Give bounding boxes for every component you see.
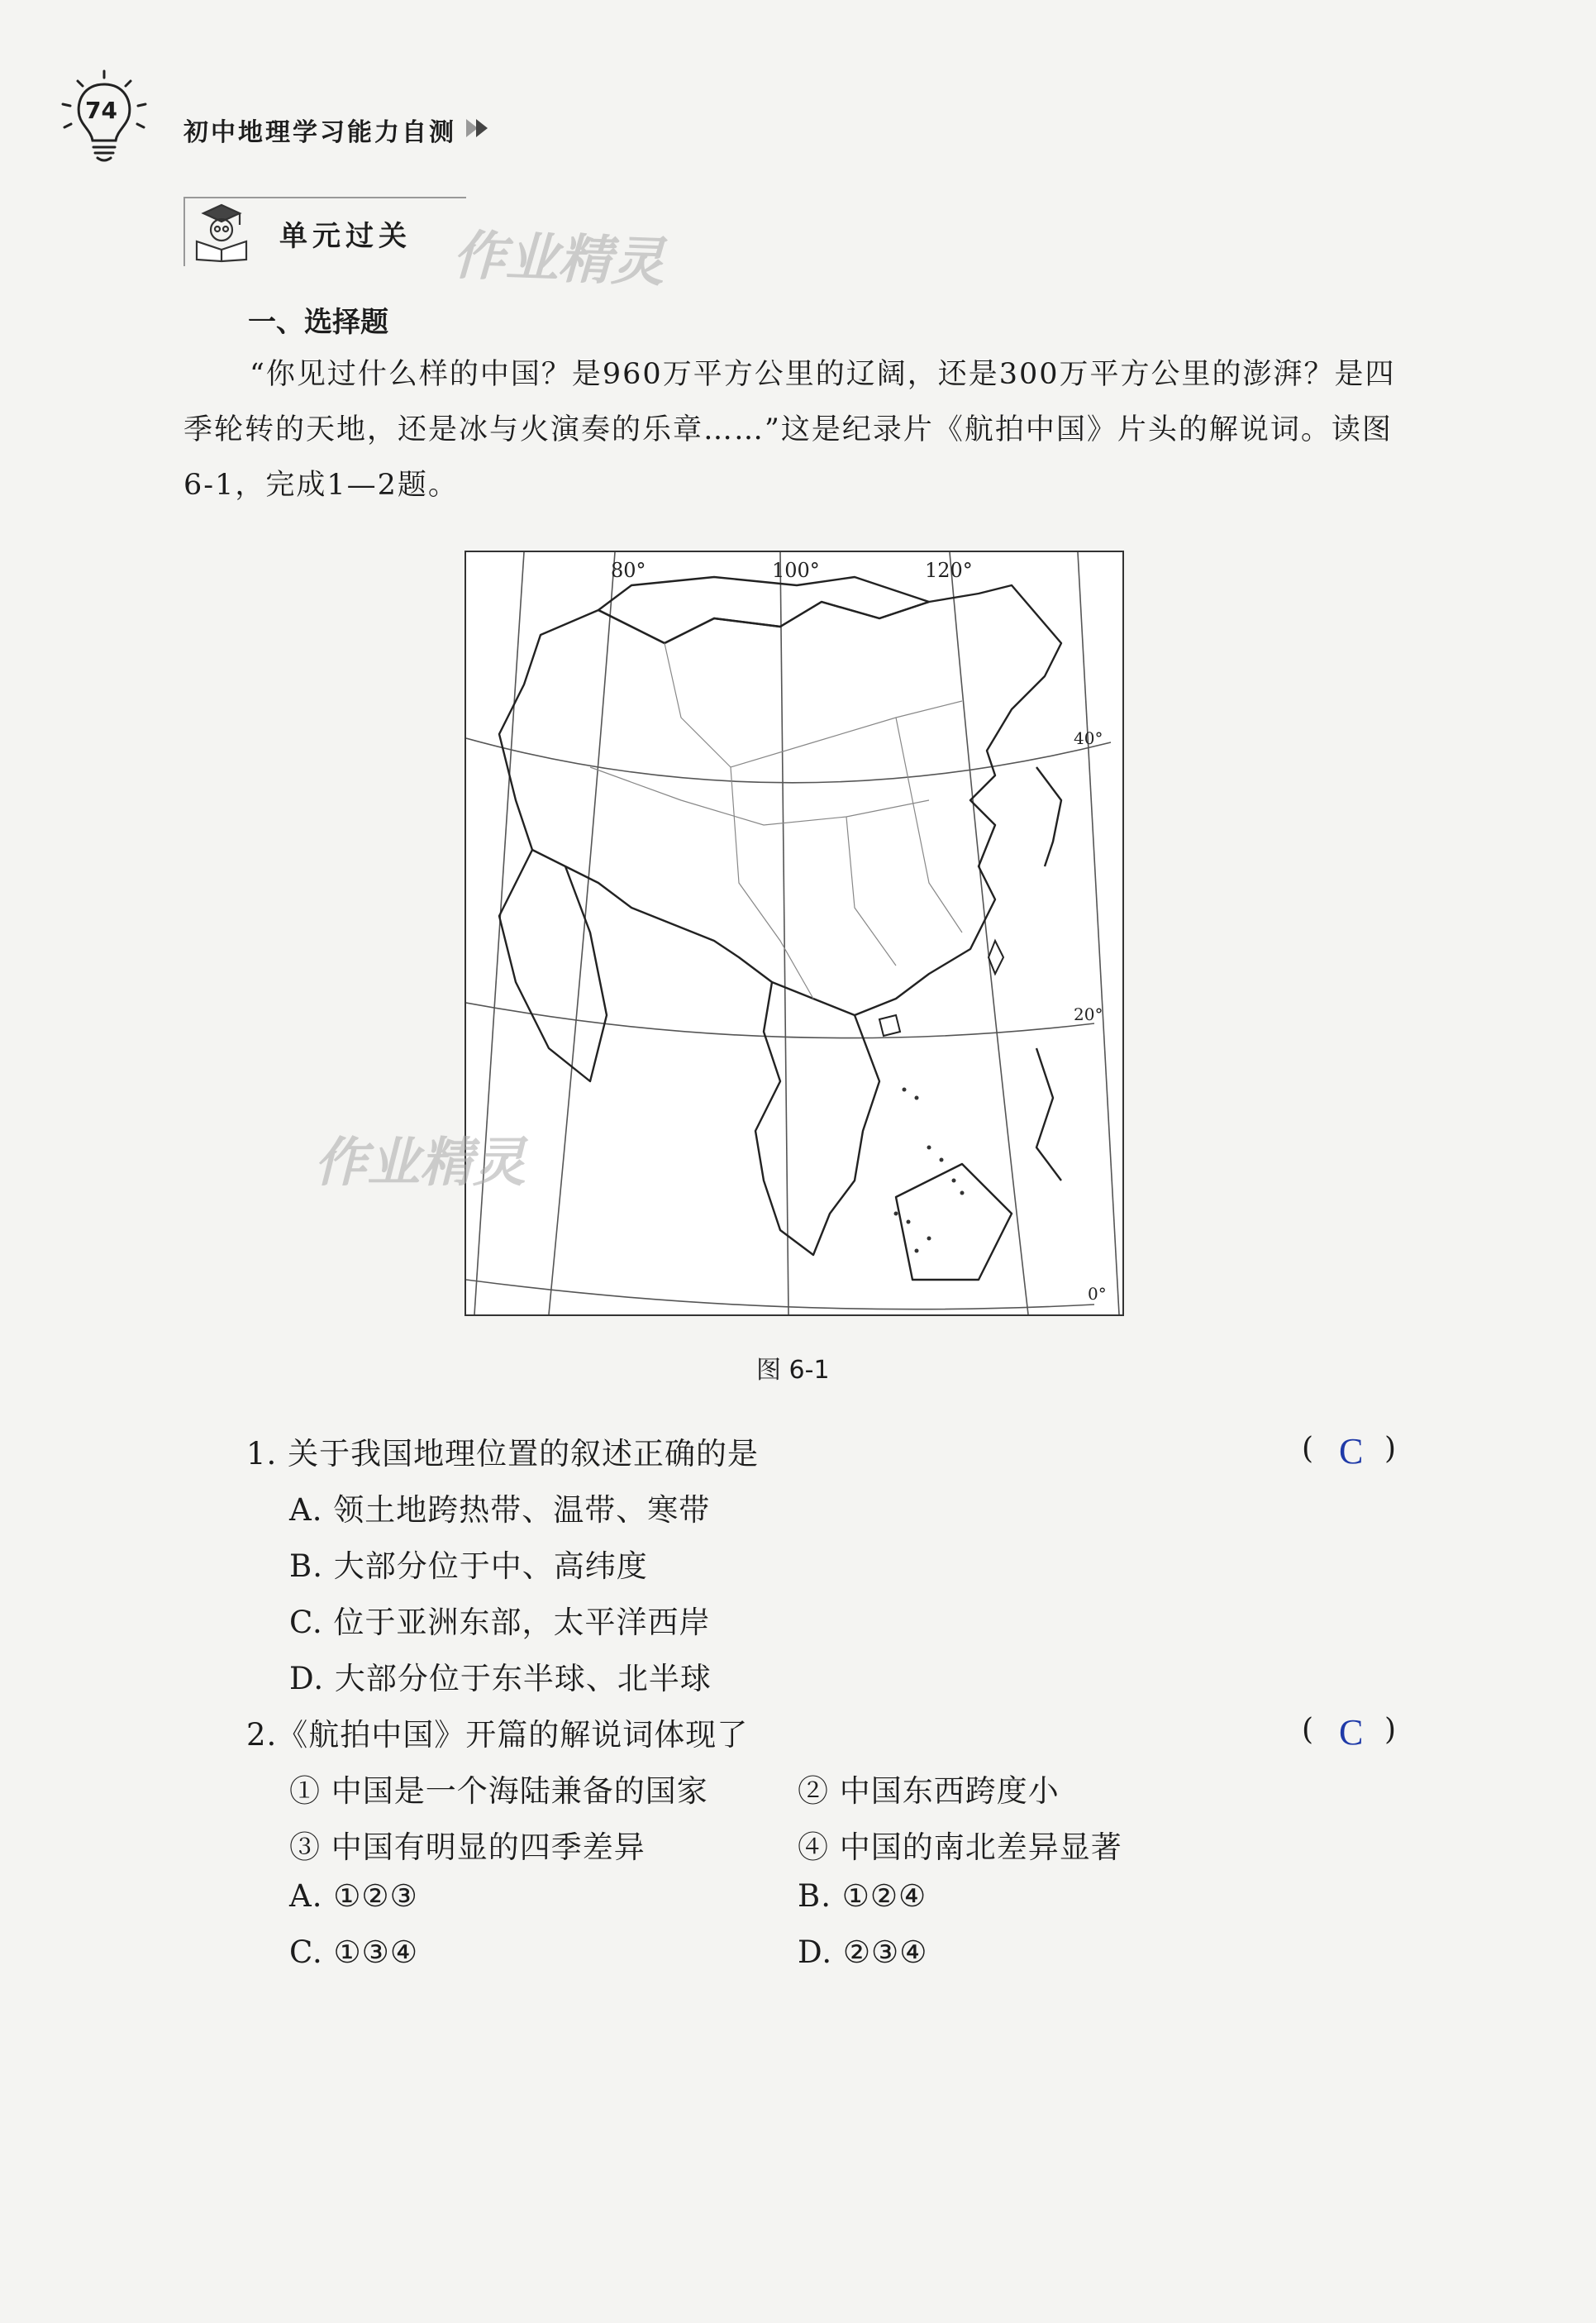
intro-paragraph: “你见过什么样的中国？是960万平方公里的辽阔，还是300万平方公里的澎湃？是四季轮转的天地，还是冰与火演奏的乐章……”这是纪录片《航拍中国》片头的解说词。读图6-1，完成1—2题。 bbox=[183, 358, 1396, 502]
meridian-west bbox=[474, 552, 524, 1314]
korea-japan-outline bbox=[1036, 767, 1061, 866]
map-watermark: 作业精灵 bbox=[314, 1133, 526, 1194]
q2-option-c: C. ①③④ bbox=[289, 1934, 419, 1970]
meridian-120 bbox=[950, 552, 1028, 1314]
hainan-island bbox=[879, 1015, 900, 1036]
lon-label-100: 100° bbox=[772, 559, 820, 582]
map-figure bbox=[465, 551, 1124, 1316]
q2-statement-4: ④ 中国的南北差异显著 bbox=[798, 1829, 1122, 1865]
section-title: 单元过关 bbox=[279, 220, 412, 253]
lat-label-20: 20° bbox=[1074, 1004, 1103, 1024]
q2-answer: C bbox=[1339, 1712, 1364, 1753]
q2-statement-1: ① 中国是一个海陆兼备的国家 bbox=[289, 1773, 708, 1809]
q1-option-b: B. 大部分位于中、高纬度 bbox=[289, 1548, 648, 1584]
lat-label-40: 40° bbox=[1074, 728, 1103, 748]
q1-paren-left: ( bbox=[1302, 1432, 1314, 1466]
lon-label-120: 120° bbox=[925, 559, 973, 582]
q2-option-d: D. ②③④ bbox=[798, 1934, 928, 1970]
lat-label-0: 0° bbox=[1088, 1284, 1107, 1304]
india-outline bbox=[499, 850, 607, 1081]
meridian-80 bbox=[549, 552, 615, 1314]
china-outline-map bbox=[466, 552, 1122, 1314]
question-1-stem: 1. 关于我国地理位置的叙述正确的是 bbox=[246, 1436, 760, 1472]
meridian-100 bbox=[780, 552, 788, 1314]
question-2-stem: 2.《航拍中国》开篇的解说词体现了 bbox=[246, 1717, 749, 1753]
q2-option-b: B. ①②④ bbox=[798, 1878, 927, 1914]
student-reading-icon bbox=[188, 202, 255, 263]
parallel-40 bbox=[466, 738, 1111, 783]
q2-option-a: A. ①②③ bbox=[289, 1878, 418, 1914]
parallel-0 bbox=[466, 1280, 1094, 1309]
figure-caption: 图 6-1 bbox=[756, 1356, 830, 1385]
lon-label-80: 80° bbox=[611, 559, 646, 582]
q1-option-a: A. 领土地跨热带、温带、寒带 bbox=[289, 1492, 711, 1528]
q2-statement-2: ② 中国东西跨度小 bbox=[798, 1773, 1060, 1809]
indochina-outline bbox=[755, 982, 879, 1255]
arrow-right-icon bbox=[463, 116, 493, 141]
book-title: 初中地理学习能力自测 bbox=[183, 118, 456, 147]
q1-option-c: C. 位于亚洲东部，太平洋西岸 bbox=[289, 1605, 711, 1640]
page-number: 74 bbox=[85, 97, 117, 124]
parallel-20 bbox=[466, 1003, 1094, 1038]
philippines-outline bbox=[1036, 1048, 1061, 1181]
q1-option-d: D. 大部分位于东半球、北半球 bbox=[289, 1661, 712, 1696]
china-border bbox=[499, 585, 1061, 1015]
q2-paren-right: ) bbox=[1384, 1713, 1397, 1747]
q2-statement-3: ③ 中国有明显的四季差异 bbox=[289, 1829, 646, 1865]
meridian-east bbox=[1078, 552, 1119, 1314]
q1-answer: C bbox=[1339, 1431, 1364, 1472]
watermark: 作业精灵 bbox=[451, 225, 666, 294]
mongolia-border bbox=[598, 577, 929, 643]
q2-paren-left: ( bbox=[1302, 1713, 1314, 1747]
q1-paren-right: ) bbox=[1384, 1432, 1397, 1466]
part-title: 一、选择题 bbox=[248, 306, 388, 339]
